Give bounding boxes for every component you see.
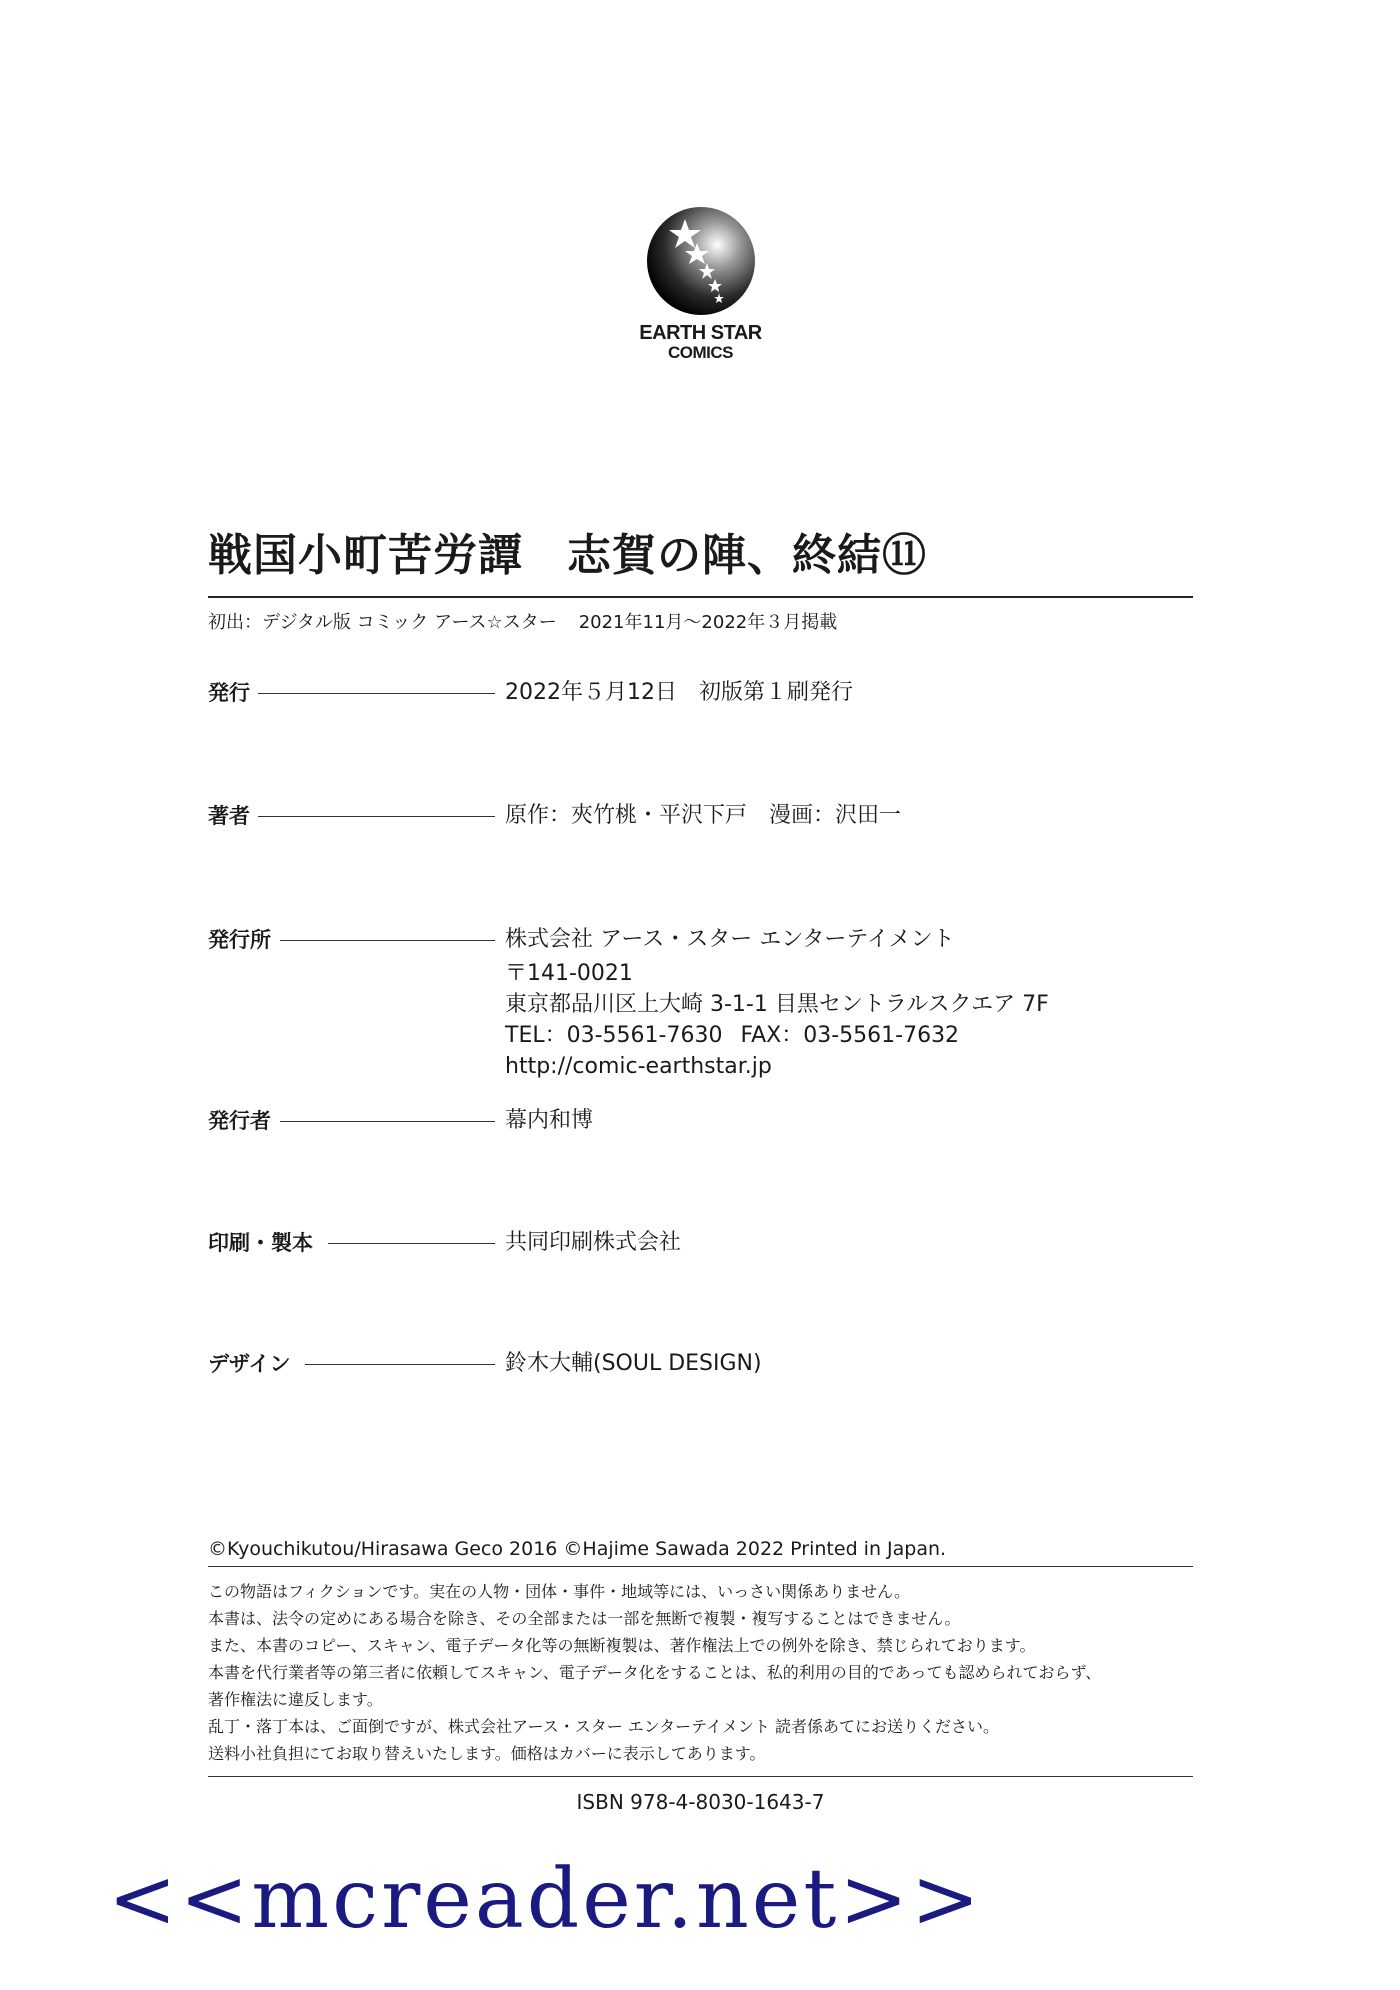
note-line: 本書は、法令の定めにある場合を除き、その全部または一部を無断で複製・複写することはできません。: [208, 1609, 961, 1628]
globe-star-icon: [645, 205, 757, 317]
first-publication-label: 初出：デジタル版 コミック アース☆スター: [208, 612, 557, 633]
website-url: http://comic-earthstar.jp: [505, 1054, 772, 1079]
credit-value: 鈴木大輔(SOUL DESIGN): [505, 1351, 762, 1376]
credit-value: 株式会社 アース・スター エンターテイメント: [505, 927, 955, 952]
credit-label: 発行: [208, 681, 250, 705]
note-line: 本書を代行業者等の第三者に依頼してスキャン、電子データ化をすることは、私的利用の目的であっても認められておらず、: [208, 1663, 1102, 1682]
credit-row-publisher: [208, 925, 1193, 955]
credit-label: 発行所: [208, 928, 271, 952]
legal-notes: [208, 1578, 1193, 1767]
fax: FAX：03-5561-7632: [740, 1023, 960, 1048]
copyright-text: ©Kyouchikutou/Hirasawa Geco 2016 ©Hajime Sawada 2022 Printed in Japan.: [208, 1538, 947, 1560]
earth-star-logo: [638, 205, 763, 365]
first-publication-period: 2021年11月～2022年３月掲載: [578, 612, 838, 633]
book-title: [208, 528, 1193, 584]
notes-divider: [208, 1776, 1193, 1777]
note-line: この物語はフィクションです。実在の人物・団体・事件・地域等には、いっさい関係ありません。: [208, 1582, 911, 1601]
credit-value: 幕内和博: [505, 1108, 594, 1133]
postal-code: 〒141-0021: [505, 961, 633, 986]
credit-row-release: [208, 678, 1193, 708]
credit-label: 印刷・製本: [208, 1231, 313, 1255]
phone-fax: [505, 1020, 1049, 1051]
leader-line: [258, 816, 495, 817]
credit-row-author: [208, 801, 1193, 831]
colophon: [208, 528, 1193, 1814]
tel: TEL：03-5561-7630: [505, 1023, 723, 1048]
credit-row-design: [208, 1349, 1193, 1379]
note-line: 乱丁・落丁本は、ご面倒ですが、株式会社アース・スター エンターテイメント 読者係あてにお送りください。: [208, 1717, 999, 1736]
leader-line: [258, 693, 495, 694]
publisher-address: [505, 958, 1049, 1082]
leader-line: [305, 1364, 495, 1365]
logo-text-line2: COMICS: [668, 343, 733, 362]
note-line: 送料小社負担にてお取り替えいたします。価格はカバーに表示してあります。: [208, 1744, 766, 1763]
leader-line: [328, 1243, 495, 1244]
copyright-block: [208, 1538, 1193, 1567]
credit-row-issuer: [208, 1106, 1193, 1136]
isbn: ISBN 978-4-8030-1643-7: [576, 1790, 825, 1814]
leader-line: [280, 940, 495, 941]
credit-label: 発行者: [208, 1109, 271, 1133]
credit-value: 原作：夾竹桃・平沢下戸 漫画：沢田一: [505, 803, 902, 828]
credit-label: デザイン: [208, 1352, 291, 1376]
logo-text-line1: EARTH STAR: [639, 322, 762, 344]
title-divider: [208, 596, 1193, 598]
note-line: 著作権法に違反します。: [208, 1690, 383, 1709]
first-publication: [208, 608, 1193, 634]
title-main: 戦国小町苦労譚: [208, 530, 523, 581]
street-address: 東京都品川区上大崎 3-1-1 目黒セントラルスクエア 7F: [505, 992, 1049, 1017]
copyright-divider: [208, 1566, 1193, 1567]
credit-value: 共同印刷株式会社: [505, 1230, 682, 1255]
watermark-text: <<mcreader.net>>: [108, 1852, 983, 1947]
credit-label: 著者: [208, 804, 250, 828]
credit-row-printing: [208, 1228, 1193, 1258]
title-subtitle: 志賀の陣、終結⑪: [567, 530, 927, 581]
note-line: また、本書のコピー、スキャン、電子データ化等の無断複製は、著作権法上での例外を除き、禁じられております。: [208, 1636, 1036, 1655]
leader-line: [280, 1121, 495, 1122]
credit-value: 2022年５月12日 初版第１刷発行: [505, 680, 853, 705]
